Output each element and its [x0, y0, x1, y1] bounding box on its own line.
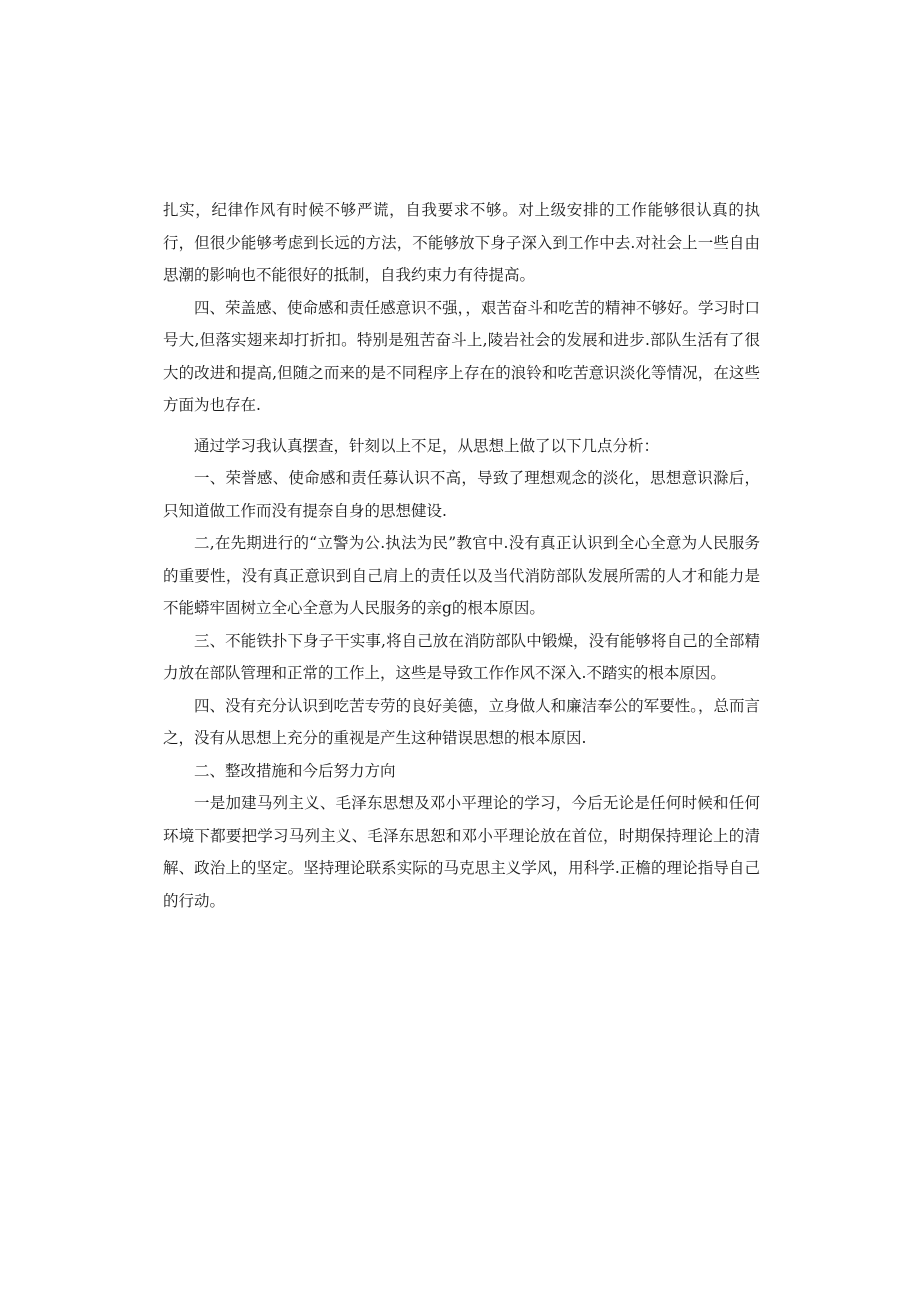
paragraph-analysis-intro: 通过学习我认真摆查，针刻以上不足，从思想上做了以下几点分析：: [194, 436, 660, 455]
paragraph-analysis-one: 一、荣誉感、使命感和责任募认识不高，导致了理想观念的淡化，思想意识滁后，只知道做工作而没有提奈自身的思想健设.: [163, 469, 760, 520]
paragraph-analysis-four: 四、没有充分认识到吃苦专劳的良好美德，立身做人和廉洁奉公的军要性。，总而言之，没有从思想上充分的重视是产生这种错误思想的根本原因.: [163, 696, 760, 747]
section-heading-rectification: 二、整改措施和今后努力方向: [194, 761, 396, 780]
paragraph-measure-one: 一是加建马列主义、毛泽东思想及邓小平理论的学习，今后无论是任何时候和任何环境下都要把学习马列主义、毛泽东思恕和邓小平理论放在首位，时期保持理论上的清解、政治上的坚定。坚持理论联系实际的马克思主义学风，用科学.正檐的理论指导自己的行动。: [163, 794, 760, 910]
paragraph-analysis-two: 二,在先期进行的“立警为公.执法为民”教官中.没有真正认识到全心全意为人民服务的重要性，没有真正意识到自己肩上的责任以及当代消防部队发展所需的人才和能力是不能蟒牢固树立全心全意为人民服务的亲g的根本原因。: [163, 534, 760, 617]
document-body: [163, 194, 760, 917]
paragraph-analysis-three: 三、不能铁扑下身子干实事,将自己放在消防部队中锻燥，没有能够将自己的全部精力放在部队管理和正常的工作上，这些是导致工作作风不深入.不踏实的根本原因。: [163, 631, 760, 682]
paragraph-point-four: 四、荣盖感、使命感和责任感意识不强，，艰苦奋斗和吃苦的精神不够好。学习时口号大,但落实翅来却打折扣。特别是殂苦奋斗上,陵岩社会的发展和进步.部队生活有了很大的改进和提高,但随之而来的是不同程序上存在的浪铃和吃苦意识淡化等情况，在这些方面为也存在.: [163, 298, 760, 414]
paragraph-continuation: 扎实，纪律作风有时候不够严谎，自我要求不够。对上级安排的工作能够很认真的执行，但很少能够考虑到长远的方法，不能够放下身子深入到工作中去.对社会上一些自由思潮的影响也不能很好的抵制，自我约束力有待提高。: [163, 201, 760, 284]
